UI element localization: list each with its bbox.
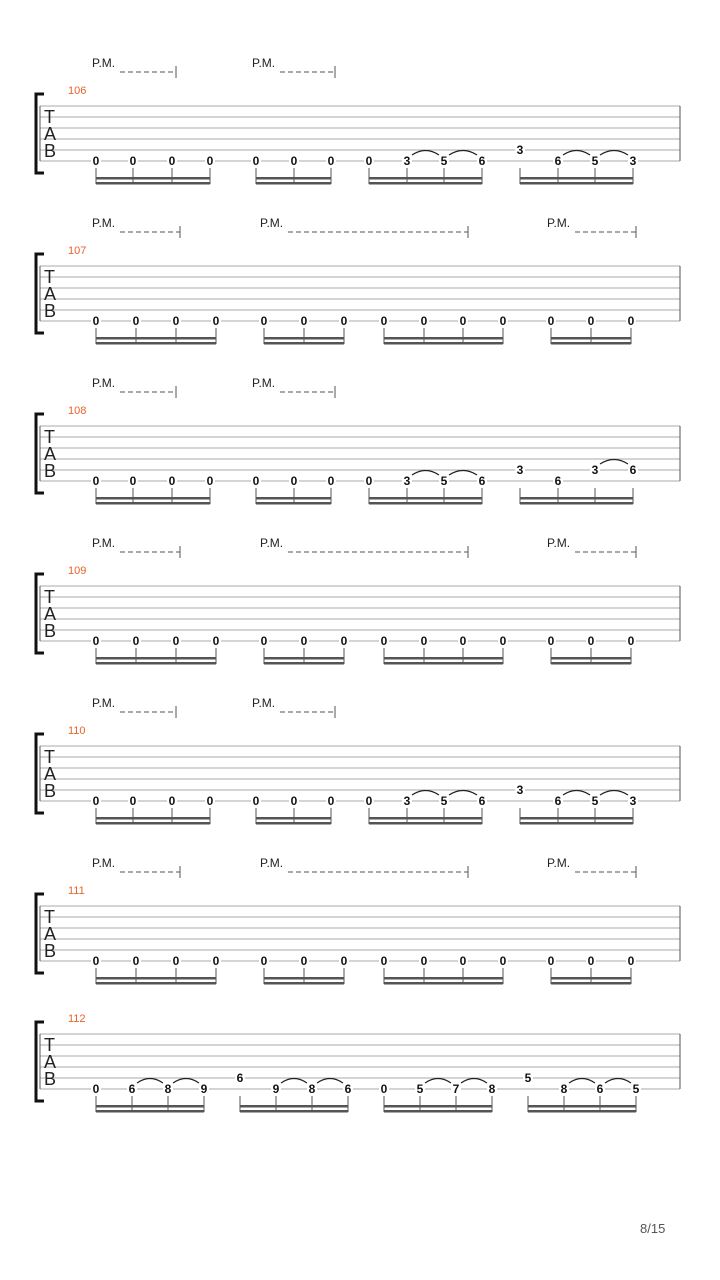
tab-clef-letter: B [44, 141, 57, 161]
fret-number: 0 [459, 314, 467, 328]
fret-number: 0 [206, 154, 214, 168]
beam [264, 657, 344, 660]
tab-clef-letter: T [44, 907, 55, 927]
beam [96, 657, 216, 660]
beam [256, 502, 331, 505]
slur [449, 151, 477, 156]
beam [384, 982, 503, 985]
fret-number: 0 [92, 634, 100, 648]
tab-clef-letter: A [44, 124, 57, 144]
beam [384, 657, 503, 660]
measure-number: 111 [68, 885, 85, 897]
tab-clef-letter: T [44, 587, 55, 607]
slur [605, 1079, 631, 1084]
fret-number: 0 [380, 634, 388, 648]
beam [96, 177, 210, 180]
fret-number: 0 [172, 634, 180, 648]
fret-number: 0 [252, 474, 260, 488]
fret-number: 8 [308, 1082, 316, 1096]
fret-number: 9 [272, 1082, 280, 1096]
palm-mute-label: P.M. [252, 696, 276, 710]
palm-mute-label: P.M. [92, 216, 116, 230]
beam [369, 177, 482, 180]
beam [264, 337, 344, 340]
beam [96, 337, 216, 340]
slur [425, 1079, 451, 1084]
tab-clef-letter: B [44, 301, 57, 321]
fret-number: 0 [340, 954, 348, 968]
fret-number: 0 [260, 634, 268, 648]
fret-number: 0 [627, 954, 635, 968]
beam [551, 662, 631, 665]
beam [96, 502, 210, 505]
fret-number: 5 [524, 1071, 532, 1085]
fret-number: 6 [554, 154, 562, 168]
beam [256, 182, 331, 185]
beam [520, 822, 633, 825]
fret-number: 3 [403, 794, 411, 808]
fret-number: 0 [206, 474, 214, 488]
fret-number: 0 [340, 314, 348, 328]
fret-number: 0 [212, 954, 220, 968]
fret-number: 0 [168, 154, 176, 168]
fret-number: 0 [420, 954, 428, 968]
fret-number: 0 [587, 634, 595, 648]
fret-number: 5 [440, 794, 448, 808]
tab-clef-letter: A [44, 444, 57, 464]
beam [369, 497, 482, 500]
measure-number: 110 [68, 725, 86, 737]
slur [600, 151, 628, 156]
slur [600, 791, 628, 796]
fret-number: 0 [290, 154, 298, 168]
fret-number: 0 [172, 314, 180, 328]
fret-number: 6 [554, 474, 562, 488]
measure-number: 107 [68, 245, 87, 257]
fret-number: 8 [164, 1082, 172, 1096]
palm-mute-label: P.M. [92, 376, 116, 390]
beam [96, 982, 216, 985]
fret-number: 0 [129, 154, 137, 168]
palm-mute-label: P.M. [252, 376, 276, 390]
fret-number: 5 [440, 154, 448, 168]
tab-clef-letter: B [44, 1069, 57, 1089]
fret-number: 6 [629, 463, 637, 477]
tab-clef-letter: T [44, 427, 55, 447]
beam [551, 982, 631, 985]
fret-number: 0 [459, 634, 467, 648]
staff-system [36, 536, 680, 665]
measure-number: 112 [68, 1013, 86, 1025]
fret-number: 6 [554, 794, 562, 808]
beam [384, 342, 503, 345]
fret-number: 0 [547, 314, 555, 328]
slur [317, 1079, 343, 1084]
staff-system [36, 696, 680, 825]
fret-number: 0 [132, 954, 140, 968]
fret-number: 5 [440, 474, 448, 488]
fret-number: 5 [591, 794, 599, 808]
staff-system [36, 56, 680, 185]
beam [256, 497, 331, 500]
beam [264, 662, 344, 665]
slur [600, 460, 628, 465]
slur [563, 791, 590, 796]
fret-number: 3 [403, 474, 411, 488]
beam [520, 182, 633, 185]
beam [369, 822, 482, 825]
fret-number: 0 [340, 634, 348, 648]
fret-number: 3 [403, 154, 411, 168]
tab-clef-letter: A [44, 284, 57, 304]
fret-number: 6 [478, 154, 486, 168]
beam [240, 1110, 348, 1113]
fret-number: 0 [300, 314, 308, 328]
fret-number: 6 [128, 1082, 136, 1096]
fret-number: 0 [499, 954, 507, 968]
fret-number: 0 [499, 314, 507, 328]
beam [96, 822, 210, 825]
slur [449, 791, 477, 796]
palm-mute-label: P.M. [252, 56, 276, 70]
fret-number: 0 [92, 954, 100, 968]
palm-mute-label: P.M. [92, 696, 116, 710]
fret-number: 9 [200, 1082, 208, 1096]
beam [528, 1105, 636, 1108]
fret-number: 3 [516, 143, 524, 157]
staff-system [36, 856, 680, 985]
slur [449, 471, 477, 476]
palm-mute-label: P.M. [92, 856, 116, 870]
beam [384, 1110, 492, 1113]
fret-number: 7 [452, 1082, 460, 1096]
beam [96, 1105, 204, 1108]
beam [528, 1110, 636, 1113]
fret-number: 0 [587, 954, 595, 968]
fret-number: 0 [132, 314, 140, 328]
beam [264, 342, 344, 345]
fret-number: 0 [92, 314, 100, 328]
beam [520, 177, 633, 180]
slur [569, 1079, 595, 1084]
palm-mute-label: P.M. [260, 536, 284, 550]
fret-number: 0 [260, 954, 268, 968]
fret-number: 0 [212, 634, 220, 648]
fret-number: 0 [380, 314, 388, 328]
fret-number: 8 [560, 1082, 568, 1096]
beam [264, 982, 344, 985]
palm-mute-label: P.M. [547, 536, 571, 550]
beam [256, 817, 331, 820]
staff-system [36, 1013, 680, 1113]
fret-number: 0 [290, 794, 298, 808]
beam [369, 817, 482, 820]
fret-number: 0 [92, 474, 100, 488]
tab-clef-letter: B [44, 621, 57, 641]
palm-mute-label: P.M. [547, 856, 571, 870]
fret-number: 0 [380, 954, 388, 968]
beam [384, 1105, 492, 1108]
fret-number: 8 [488, 1082, 496, 1096]
fret-number: 0 [92, 154, 100, 168]
fret-number: 0 [132, 634, 140, 648]
page-number: 8/15 [640, 1221, 666, 1236]
beam [384, 337, 503, 340]
fret-number: 0 [547, 954, 555, 968]
fret-number: 0 [547, 634, 555, 648]
fret-number: 6 [478, 474, 486, 488]
tab-clef-letter: A [44, 764, 57, 784]
fret-number: 5 [416, 1082, 424, 1096]
fret-number: 0 [627, 314, 635, 328]
slur [412, 151, 439, 156]
beam [551, 657, 631, 660]
staff-system [36, 376, 680, 505]
beam [384, 662, 503, 665]
beam [520, 817, 633, 820]
fret-number: 0 [499, 634, 507, 648]
palm-mute-label: P.M. [260, 216, 284, 230]
fret-number: 3 [629, 154, 637, 168]
beam [369, 502, 482, 505]
fret-number: 0 [420, 634, 428, 648]
staff-system [36, 216, 680, 345]
fret-number: 0 [168, 474, 176, 488]
fret-number: 0 [92, 794, 100, 808]
beam [264, 977, 344, 980]
slur [461, 1079, 487, 1084]
beam [240, 1105, 348, 1108]
fret-number: 0 [92, 1082, 100, 1096]
tab-clef-letter: T [44, 1035, 55, 1055]
fret-number: 6 [596, 1082, 604, 1096]
slur [563, 151, 590, 156]
tab-clef-letter: A [44, 1052, 57, 1072]
beam [384, 977, 503, 980]
beam [256, 822, 331, 825]
fret-number: 0 [300, 634, 308, 648]
fret-number: 0 [627, 634, 635, 648]
fret-number: 0 [327, 474, 335, 488]
beam [520, 502, 633, 505]
fret-number: 6 [478, 794, 486, 808]
slur [412, 791, 439, 796]
slur [412, 471, 439, 476]
palm-mute-label: P.M. [260, 856, 284, 870]
fret-number: 0 [290, 474, 298, 488]
fret-number: 5 [632, 1082, 640, 1096]
beam [551, 977, 631, 980]
fret-number: 3 [516, 783, 524, 797]
fret-number: 0 [365, 474, 373, 488]
measure-number: 108 [68, 405, 87, 417]
fret-number: 0 [365, 794, 373, 808]
fret-number: 5 [591, 154, 599, 168]
slur [173, 1079, 199, 1084]
tab-clef-letter: A [44, 924, 57, 944]
beam [551, 337, 631, 340]
fret-number: 6 [344, 1082, 352, 1096]
beam [96, 342, 216, 345]
fret-number: 0 [587, 314, 595, 328]
tab-clef-letter: T [44, 747, 55, 767]
beam [96, 662, 216, 665]
fret-number: 0 [327, 154, 335, 168]
tab-clef-letter: B [44, 461, 57, 481]
fret-number: 0 [168, 794, 176, 808]
fret-number: 6 [236, 1071, 244, 1085]
tab-clef-letter: B [44, 941, 57, 961]
fret-number: 0 [212, 314, 220, 328]
beam [256, 177, 331, 180]
tab-clef-letter: T [44, 267, 55, 287]
beam [520, 497, 633, 500]
palm-mute-label: P.M. [92, 56, 116, 70]
tab-clef-letter: B [44, 781, 57, 801]
fret-number: 0 [172, 954, 180, 968]
fret-number: 0 [129, 474, 137, 488]
tab-clef-letter: T [44, 107, 55, 127]
fret-number: 3 [591, 463, 599, 477]
fret-number: 0 [420, 314, 428, 328]
fret-number: 0 [380, 1082, 388, 1096]
fret-number: 0 [365, 154, 373, 168]
fret-number: 0 [300, 954, 308, 968]
measure-number: 106 [68, 85, 87, 97]
fret-number: 0 [129, 794, 137, 808]
slur [281, 1079, 307, 1084]
palm-mute-label: P.M. [547, 216, 571, 230]
fret-number: 0 [260, 314, 268, 328]
beam [96, 977, 216, 980]
beam [551, 342, 631, 345]
fret-number: 0 [459, 954, 467, 968]
beam [96, 817, 210, 820]
measure-number: 109 [68, 565, 87, 577]
beam [96, 182, 210, 185]
tab-clef-letter: A [44, 604, 57, 624]
fret-number: 3 [629, 794, 637, 808]
slur [137, 1079, 163, 1084]
beam [96, 1110, 204, 1113]
beam [96, 497, 210, 500]
fret-number: 0 [206, 794, 214, 808]
palm-mute-label: P.M. [92, 536, 116, 550]
beam [369, 182, 482, 185]
fret-number: 0 [252, 154, 260, 168]
fret-number: 0 [252, 794, 260, 808]
fret-number: 0 [327, 794, 335, 808]
fret-number: 3 [516, 463, 524, 477]
